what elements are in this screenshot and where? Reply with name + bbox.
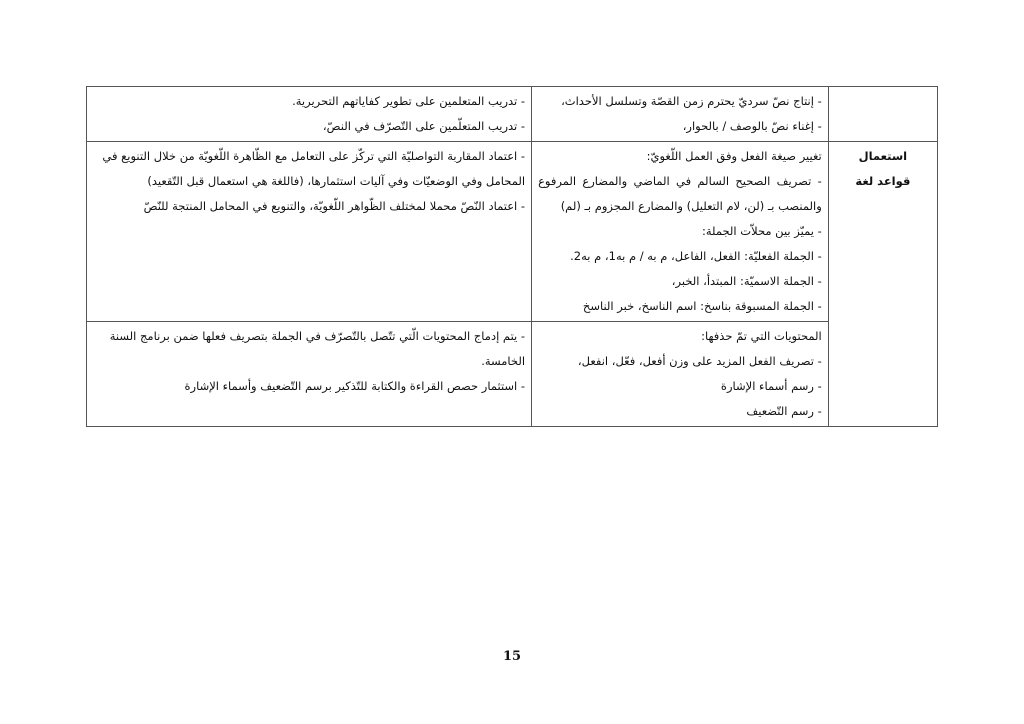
- table-row: [87, 322, 938, 427]
- notes-cell: [87, 142, 532, 322]
- content-line: تغيير صيغة الفعل وفق العمل اللّغويّ:: [646, 149, 822, 163]
- content-line: - إنتاج نصّ سرديّ يحترم زمن القصّة وتسلسل الأحداث،: [561, 94, 822, 108]
- curriculum-table: [86, 86, 938, 427]
- page-number: 15: [502, 649, 522, 664]
- content-line: - يميّز بين محلاّت الجملة:: [701, 224, 822, 238]
- content-line: - تصريف الفعل المزيد على وزن أفعل، فعّل، انفعل،: [577, 354, 822, 368]
- notes-line: - اعتماد المقاربة التواصليّة التي تركّز على التعامل مع الظّاهرة اللّغويّة من خلال التنويع في المحامل وفي الوضعيّات وفي آليات استثمارها، (فاللغة هي استعمال قبل التّقعيد): [102, 149, 526, 188]
- content-line: - تصريف الصحيح السالم في الماضي والمضارع المرفوع والمنصب بـ (لن، لام التعليل) والمضارع المجزوم بـ (لم): [538, 174, 822, 213]
- notes-line: - استثمار حصص القراءة والكتابة للتّذكير برسم التّضعيف وأسماء الإشارة: [184, 379, 526, 393]
- table-row: [87, 142, 938, 322]
- domain-title-cell: [828, 142, 937, 427]
- table-row: [87, 87, 938, 142]
- notes-line: - تدريب المتعلّمين على التّصرّف في النصّ،: [322, 119, 526, 133]
- content-line: - رسم أسماء الإشارة: [720, 379, 822, 393]
- domain-title-cell: [828, 87, 937, 142]
- content-line: - الجملة المسبوقة بناسخ: اسم الناسخ، خبر الناسخ: [582, 299, 822, 313]
- domain-title-line: قواعد لغة: [855, 174, 911, 188]
- notes-line: - يتم إدماج المحتويات الّتي تتّصل بالتّصرّف في الجملة بتصريف فعلها ضمن برنامج السنة الخامسة.: [109, 329, 526, 368]
- domain-title-line: استعمال: [858, 149, 908, 163]
- notes-line: - تدريب المتعلمين على تطوير كفاياتهم التحريرية.: [292, 94, 526, 108]
- content-line: - الجملة الاسميّة: المبتدأ، الخبر،: [671, 274, 822, 288]
- content-line: - الجملة الفعليّة: الفعل، الفاعل، م به / م به1، م به2.: [570, 249, 822, 263]
- content-line: - إغناء نصّ بالوصف / بالحوار،: [682, 119, 822, 133]
- notes-line: - اعتماد النّصّ محملا لمختلف الظّواهر اللّغويّة، والتنويع في المحامل المنتجة للنّصّ: [143, 199, 526, 213]
- notes-cell: [87, 322, 532, 427]
- content-cell: [532, 142, 829, 322]
- content-line: المحتويات التي تمّ حذفها:: [701, 329, 822, 343]
- notes-cell: [87, 87, 532, 142]
- content-cell: [532, 87, 829, 142]
- content-cell: [532, 322, 829, 427]
- content-line: - رسم التّضعيف: [746, 404, 822, 418]
